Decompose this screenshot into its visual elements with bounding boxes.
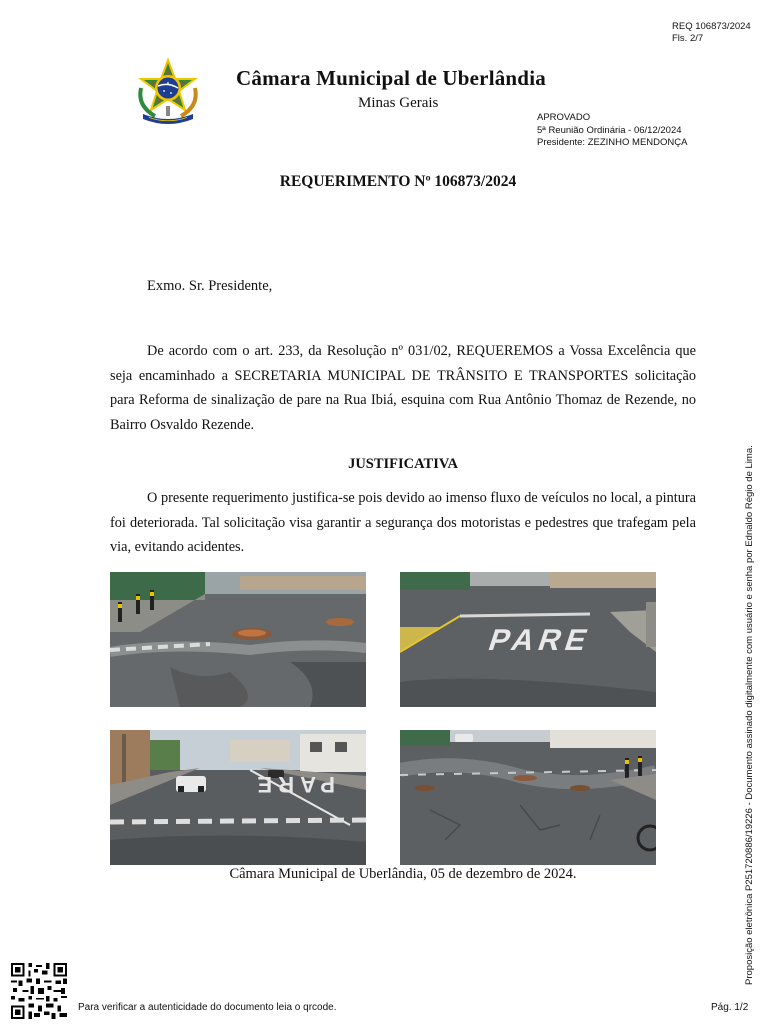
city-date-line: Câmara Municipal de Uberlândia, 05 de dezembro de 2024. [229,866,577,882]
street-photo-4 [400,730,656,865]
approval-stamp [537,112,687,150]
street-photo-2 [400,572,656,707]
salutation: Exmo. Sr. Presidente, [147,278,273,294]
justification-paragraph: O presente requerimento justifica-se pois devido ao imenso fluxo de veículos no local, a pintura foi deteriorada. Tal solicitação visa garantir a segurança dos motoristas e pedestres que trafegam pela via, evitando acidentes. [110,490,696,555]
approval-status: APROVADO [537,112,591,123]
digital-signature-note: Proposição eletrônica P251720886/19226 - Documento assinado digitalmente com usuário e senha por Ednaldo Régio de Lima. [744,445,755,985]
folha-number: Fls. 2/7 [672,33,704,44]
brazil-coat-of-arms-icon [133,58,203,124]
approval-president: Presidente: ZEZINHO MENDONÇA [537,137,688,148]
req-number: REQ 106873/2024 [672,21,751,32]
justification-heading: JUSTIFICATIVA [348,456,458,472]
document-reference [672,21,751,45]
verification-note: Para verificar a autenticidade do documento leia o qrcode. [78,1002,337,1013]
page-number: Pág. 1/2 [711,1002,749,1013]
state-name: Minas Gerais [358,95,439,111]
road-marking-pare: PARE [484,622,597,657]
qr-code-icon[interactable] [11,963,67,1019]
road-marking-pare-upside-down: PARE [251,772,335,797]
request-paragraph: De acordo com o art. 233, da Resolução nº 031/02, REQUEREMOS a Vossa Excelência que seja encaminhado a SECRETARIA MUNICIPAL DE TRÂNSITO E TRANSPORTES solicitação para Reforma de sinalização de pare na Rua Ibiá, esquina com Rua Antônio Thomaz de Rezende, no Bairro Osvaldo Rezende. [110,343,696,433]
approval-session: 5ª Reunião Ordinária - 06/12/2024 [537,124,682,136]
document-title: REQUERIMENTO Nº 106873/2024 [279,173,517,190]
chamber-name: Câmara Municipal de Uberlândia [236,66,546,90]
street-photo-3 [110,730,366,865]
street-photo-1 [110,572,366,707]
